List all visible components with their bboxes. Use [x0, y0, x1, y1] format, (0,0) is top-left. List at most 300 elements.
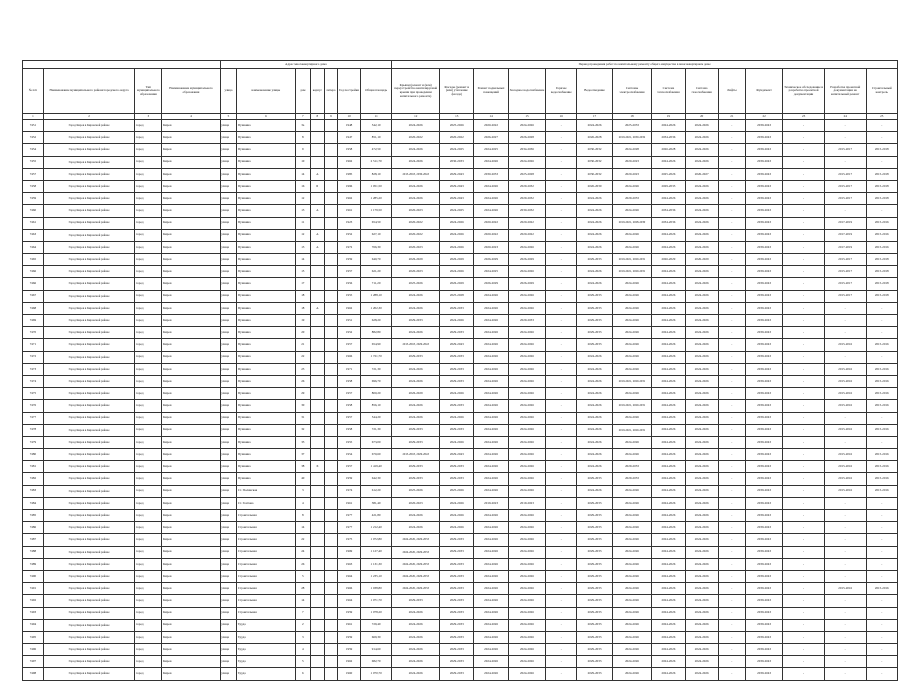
table-cell: 2039-2043	[745, 412, 782, 424]
table-cell: 669,30	[361, 631, 392, 643]
table-cell: 2024-2026	[474, 436, 508, 448]
table-row	[23, 607, 898, 619]
table-cell: -	[546, 144, 577, 156]
table-cell: 2015-2016	[866, 424, 898, 436]
table-cell: 2039-2043	[745, 595, 782, 607]
table-cell: 2024-2026	[652, 449, 685, 461]
table-cell: 2024-2026	[685, 156, 718, 168]
table-row	[23, 339, 898, 351]
table-cell: 2024-2026	[685, 436, 718, 448]
table-cell: Город Киров в Кировской районе	[43, 375, 135, 387]
table-cell: город	[135, 534, 162, 546]
table-cell: Киров	[162, 375, 220, 387]
table-cell: Киров	[162, 156, 220, 168]
table-cell: Пушкина	[237, 180, 295, 192]
table-cell: 2015-2017	[824, 168, 866, 180]
table-cell: Город Киров в Кировской районе	[43, 668, 135, 680]
table-cell: 2039-2043	[745, 546, 782, 558]
table-cell: 2024-2026	[577, 120, 612, 132]
table-cell: 2020-2022	[474, 217, 508, 229]
table-cell: -	[718, 363, 745, 375]
table-cell: Киров	[162, 132, 220, 144]
table-cell: 2024-2026	[508, 120, 545, 132]
table-cell: 2024-2026	[685, 546, 718, 558]
table-cell	[311, 558, 325, 570]
table-cell: 2024-2026	[508, 302, 545, 314]
table-cell: 2039-2043	[745, 558, 782, 570]
table-cell: 544,20	[361, 412, 392, 424]
table-cell: 2029-2033	[392, 595, 440, 607]
table-cell: 2024-2026	[508, 351, 545, 363]
table-cell: 2024-2026	[440, 217, 474, 229]
table-cell: 2024-2026	[685, 217, 718, 229]
column-header: улица	[220, 69, 237, 114]
table-cell: 2024-2026	[612, 241, 652, 253]
table-cell: Киров	[162, 217, 220, 229]
table-cell: 7488	[23, 546, 44, 558]
table-cell: 2024-2026	[652, 315, 685, 327]
table-cell: -	[783, 241, 825, 253]
table-cell: 2024-2026	[652, 193, 685, 205]
table-cell: 7459	[23, 193, 44, 205]
table-cell: улица	[220, 229, 237, 241]
table-cell	[324, 607, 338, 619]
table-cell: город	[135, 461, 162, 473]
table-row	[23, 449, 898, 461]
table-cell: 2039-2043	[745, 241, 782, 253]
table-cell	[324, 631, 338, 643]
table-cell: 2024-2026	[652, 327, 685, 339]
table-cell: 2026-2029	[392, 388, 440, 400]
table-cell: -	[866, 510, 898, 522]
table-cell: -	[546, 229, 577, 241]
table-cell: 2024-2026	[612, 180, 652, 192]
table-cell: 2025-2026	[392, 278, 440, 290]
table-cell: 2015-2018	[866, 168, 898, 180]
table-cell: 2024-2026	[508, 412, 545, 424]
table-cell: 2019-2021, 2028-2030	[612, 217, 652, 229]
table-cell: 2024-2026	[474, 290, 508, 302]
table-cell: -	[866, 205, 898, 217]
table-cell: -	[783, 363, 825, 375]
table-cell: Пушкина	[237, 241, 295, 253]
table-cell: Строительная	[237, 607, 295, 619]
column-header: Системы электроснабжения	[612, 69, 652, 114]
table-cell: 2039-2043	[745, 607, 782, 619]
table-cell: 1958	[338, 144, 361, 156]
table-row	[23, 583, 898, 595]
table-cell: улица	[220, 558, 237, 570]
table-cell: улица	[220, 339, 237, 351]
table-cell: 2029-2033	[577, 327, 612, 339]
table-cell: -	[866, 558, 898, 570]
table-cell: город	[135, 180, 162, 192]
table-cell: 2024-2026	[652, 473, 685, 485]
column-number: 21	[718, 114, 745, 120]
table-cell: 2024-2026	[474, 461, 508, 473]
table-cell: 640,70	[361, 254, 392, 266]
table-cell	[324, 400, 338, 412]
table-cell: 1961	[338, 497, 361, 509]
table-cell: 2024-2026	[474, 180, 508, 192]
table-cell: 2024-2026	[612, 607, 652, 619]
table-cell: 2024-2026	[685, 570, 718, 582]
table-cell: 1958	[338, 400, 361, 412]
table-row	[23, 193, 898, 205]
table-cell: 7469	[23, 315, 44, 327]
table-cell	[324, 144, 338, 156]
table-cell: город	[135, 570, 162, 582]
table-cell: улица	[220, 205, 237, 217]
table-cell: -	[718, 205, 745, 217]
table-cell: 2024-2026	[612, 485, 652, 497]
table-cell: 7494	[23, 619, 44, 631]
table-cell: 2024-2026, 2029-2033	[392, 534, 440, 546]
table-cell: 2015-2017	[824, 254, 866, 266]
table-cell: 2024-2026	[577, 193, 612, 205]
table-cell	[324, 449, 338, 461]
column-header: Разработка проектной документации на капитальный ремонт	[824, 69, 866, 114]
table-cell: -	[718, 400, 745, 412]
table-cell: Пушкина	[237, 388, 295, 400]
table-cell: Пушкина	[237, 278, 295, 290]
table-cell: -	[783, 132, 825, 144]
table-cell: 2039-2043	[745, 619, 782, 631]
table-cell: -	[783, 412, 825, 424]
table-cell: 23	[295, 363, 311, 375]
table-cell: -	[718, 339, 745, 351]
table-cell: -	[824, 327, 866, 339]
table-cell: 1977	[338, 510, 361, 522]
table-cell: 2015-2016	[866, 339, 898, 351]
table-cell: 2024-2026	[685, 339, 718, 351]
table-cell: 2020-2023	[392, 266, 440, 278]
table-cell: 2026-2027	[474, 132, 508, 144]
table-cell: -	[718, 375, 745, 387]
table-cell: Киров	[162, 583, 220, 595]
table-cell: 2024-2026	[474, 193, 508, 205]
table-cell: 628,20	[361, 315, 392, 327]
table-cell: -	[718, 315, 745, 327]
table-cell: 2015-2017	[824, 144, 866, 156]
table-cell: город	[135, 424, 162, 436]
table-cell: -	[824, 205, 866, 217]
table-cell: город	[135, 168, 162, 180]
table-cell: -	[546, 583, 577, 595]
table-cell: 2024-2026	[508, 424, 545, 436]
table-cell: 6	[295, 668, 311, 680]
table-cell: А	[311, 168, 325, 180]
table-cell: -	[866, 644, 898, 656]
table-cell: 2024-2026, 2029-2033	[392, 570, 440, 582]
table-cell: Город Киров в Кировской районе	[43, 351, 135, 363]
table-cell: 10	[295, 156, 311, 168]
table-cell: -	[546, 278, 577, 290]
table-cell: 1957	[338, 388, 361, 400]
column-number: 19	[652, 114, 685, 120]
table-cell: 2024-2026	[652, 412, 685, 424]
table-cell: Город Киров в Кировской районе	[43, 327, 135, 339]
table-cell: Пушкина	[237, 412, 295, 424]
table-cell	[324, 644, 338, 656]
table-cell: 2024-2025	[440, 205, 474, 217]
table-row	[23, 278, 898, 290]
table-cell: Труда	[237, 631, 295, 643]
table-cell: 7489	[23, 558, 44, 570]
table-cell: 2024-2025	[474, 144, 508, 156]
table-cell: Киров	[162, 668, 220, 680]
table-cell: 2024-2026	[612, 351, 652, 363]
table-cell: 1959	[338, 607, 361, 619]
column-header: Водоотведение	[577, 69, 612, 114]
table-cell: Киров	[162, 254, 220, 266]
table-cell: 2039-2043	[745, 424, 782, 436]
table-cell: 2024-2026	[652, 375, 685, 387]
table-cell: -	[546, 558, 577, 570]
table-cell: Строительная	[237, 546, 295, 558]
table-cell	[311, 375, 325, 387]
table-cell	[324, 156, 338, 168]
table-cell: город	[135, 449, 162, 461]
table-cell: улица	[220, 193, 237, 205]
table-cell: 2015-2016	[824, 363, 866, 375]
table-cell: 2024-2026	[652, 388, 685, 400]
table-cell: 7460	[23, 205, 44, 217]
table-cell: 7483	[23, 485, 44, 497]
table-cell: 5	[295, 656, 311, 668]
table-cell: Киров	[162, 339, 220, 351]
table-cell: Киров	[162, 144, 220, 156]
table-cell: -	[783, 497, 825, 509]
table-cell: -	[866, 156, 898, 168]
table-cell: 2024-2026	[685, 388, 718, 400]
table-cell: 1 721,70	[361, 351, 392, 363]
table-cell: -	[718, 132, 745, 144]
table-cell: 7470	[23, 327, 44, 339]
table-cell: 2024-2026	[508, 400, 545, 412]
table-cell: 2026-2028	[577, 132, 612, 144]
table-cell: 1 202,30	[361, 302, 392, 314]
table-cell: -	[783, 570, 825, 582]
table-cell: Пушкина	[237, 351, 295, 363]
table-cell: 2030-2033	[474, 168, 508, 180]
table-cell: 1 131,30	[361, 558, 392, 570]
table-cell: -	[783, 485, 825, 497]
table-cell	[311, 644, 325, 656]
table-cell: 654,50	[361, 217, 392, 229]
table-cell: 1 078,20	[361, 607, 392, 619]
table-cell: улица	[220, 168, 237, 180]
table-cell: Труда	[237, 668, 295, 680]
table-cell: Город Киров в Кировской районе	[43, 400, 135, 412]
table-cell: -	[546, 388, 577, 400]
table-cell: 2024-2026	[392, 302, 440, 314]
table-cell: Пушкина	[237, 375, 295, 387]
column-header: Система теплоснабжения	[652, 69, 685, 114]
table-cell: Город Киров в Кировской районе	[43, 631, 135, 643]
table-cell	[311, 570, 325, 582]
table-cell: 7484	[23, 497, 44, 509]
table-cell: Пушкина	[237, 229, 295, 241]
table-cell: 2024-2026	[685, 229, 718, 241]
column-number: 1	[23, 114, 44, 120]
table-cell: 2029-2033	[577, 619, 612, 631]
table-cell: -	[546, 339, 577, 351]
table-cell: 1964	[338, 570, 361, 582]
table-cell: Киров	[162, 278, 220, 290]
table-cell: 2026-2028	[508, 132, 545, 144]
table-cell: -	[866, 436, 898, 448]
table-cell	[311, 412, 325, 424]
table-cell: город	[135, 132, 162, 144]
table-cell	[311, 436, 325, 448]
table-cell: город	[135, 412, 162, 424]
table-cell: -	[546, 607, 577, 619]
table-row	[23, 254, 898, 266]
table-cell: Город Киров в Кировской районе	[43, 583, 135, 595]
table-cell: улица	[220, 278, 237, 290]
table-cell: 721,30	[361, 424, 392, 436]
table-cell: 2029-2033	[392, 315, 440, 327]
table-cell: город	[135, 205, 162, 217]
table-cell: 7487	[23, 534, 44, 546]
table-cell: 2015-2018	[866, 193, 898, 205]
table-cell: 9	[295, 144, 311, 156]
table-cell: 2039-2043	[745, 583, 782, 595]
table-cell: 7455	[23, 156, 44, 168]
table-cell: -	[783, 388, 825, 400]
table-cell: Киров	[162, 388, 220, 400]
table-cell: 2015-2017	[824, 278, 866, 290]
table-cell: 2025-2026	[440, 485, 474, 497]
table-cell: Город Киров в Кировской районе	[43, 180, 135, 192]
table-cell: А	[311, 241, 325, 253]
table-cell: Строительная	[237, 534, 295, 546]
table-row	[23, 668, 898, 680]
table-cell: -	[783, 631, 825, 643]
table-cell: 1 127,40	[361, 546, 392, 558]
table-cell: Киров	[162, 644, 220, 656]
table-row	[23, 510, 898, 522]
table-cell: 1961	[338, 619, 361, 631]
table-cell: Киров	[162, 302, 220, 314]
table-cell: Труда	[237, 619, 295, 631]
column-number: 6	[237, 114, 295, 120]
table-cell: 2024-2026	[685, 132, 718, 144]
table-cell: 2015-2016	[866, 229, 898, 241]
table-cell: 2039-2043	[745, 132, 782, 144]
table-cell: 7482	[23, 473, 44, 485]
table-cell: 7478	[23, 424, 44, 436]
header-group-address: Адрес многоквартирного дома	[220, 61, 392, 69]
table-cell: 2026-2029	[440, 278, 474, 290]
table-cell: 2029-2033	[577, 631, 612, 643]
table-cell: 856,10	[361, 400, 392, 412]
table-cell: -	[783, 558, 825, 570]
table-cell: 2026-2028	[652, 144, 685, 156]
table-cell: улица	[220, 388, 237, 400]
table-cell: 2015-2016	[866, 583, 898, 595]
table-cell: 2024-2026	[577, 388, 612, 400]
table-cell: 2024-2026	[652, 229, 685, 241]
table-cell: 2024-2026	[685, 619, 718, 631]
table-cell: город	[135, 156, 162, 168]
table-cell: город	[135, 375, 162, 387]
table-cell: -	[546, 400, 577, 412]
table-cell: Город Киров в Кировской районе	[43, 156, 135, 168]
table-cell: 2024-2026	[474, 644, 508, 656]
table-cell: -	[546, 266, 577, 278]
table-cell: 1961	[338, 205, 361, 217]
table-cell: 1977	[338, 522, 361, 534]
table-cell: 2015-2016	[866, 485, 898, 497]
table-cell: Пушкина	[237, 339, 295, 351]
table-cell: 31	[295, 412, 311, 424]
table-cell: 800,20	[361, 388, 392, 400]
table-cell: 2025-2026	[392, 485, 440, 497]
table-cell: 2015-2016	[866, 461, 898, 473]
table-cell: город	[135, 656, 162, 668]
table-cell	[324, 229, 338, 241]
table-cell: -	[718, 534, 745, 546]
table-cell: -	[546, 120, 577, 132]
table-cell: 2024-2026	[392, 400, 440, 412]
table-cell: -	[718, 510, 745, 522]
table-cell: 472,50	[361, 144, 392, 156]
table-cell: -	[824, 120, 866, 132]
table-cell	[311, 534, 325, 546]
column-number: 7	[295, 114, 311, 120]
table-cell	[324, 351, 338, 363]
table-cell	[311, 497, 325, 509]
table-cell: 2029-2033	[440, 351, 474, 363]
table-cell: 2025-2033	[612, 120, 652, 132]
table-cell: 2020-2022	[508, 229, 545, 241]
table-cell: Город Киров в Кировской районе	[43, 522, 135, 534]
table-cell: 2015-2018	[866, 180, 898, 192]
table-cell: 22	[295, 351, 311, 363]
table-cell: -	[824, 497, 866, 509]
table-cell: 2024-2026	[474, 424, 508, 436]
table-cell	[311, 631, 325, 643]
table-cell: 914,60	[361, 644, 392, 656]
table-cell: 2029-2033	[440, 327, 474, 339]
table-cell: Город Киров в Кировской районе	[43, 546, 135, 558]
table-cell: 2026-2029	[392, 254, 440, 266]
table-cell: Город Киров в Кировской районе	[43, 193, 135, 205]
table-cell: -	[866, 120, 898, 132]
table-cell: город	[135, 485, 162, 497]
table-cell: 2024-2026	[392, 510, 440, 522]
table-cell: 2	[295, 619, 311, 631]
table-cell: 2019-2021, 2029-2031	[612, 266, 652, 278]
table-cell: -	[824, 315, 866, 327]
table-cell: 2024-2026	[474, 607, 508, 619]
table-cell: 2024-2026	[474, 363, 508, 375]
table-cell: -	[546, 168, 577, 180]
table-cell: -	[783, 436, 825, 448]
table-cell	[324, 473, 338, 485]
table-cell: Киров	[162, 229, 220, 241]
table-cell: улица	[220, 449, 237, 461]
table-cell: 2026-2027	[685, 168, 718, 180]
table-cell: улица	[220, 644, 237, 656]
table-cell: город	[135, 619, 162, 631]
table-cell: 17	[295, 278, 311, 290]
table-cell	[311, 217, 325, 229]
capital-repair-schedule	[22, 60, 898, 681]
table-cell	[311, 473, 325, 485]
